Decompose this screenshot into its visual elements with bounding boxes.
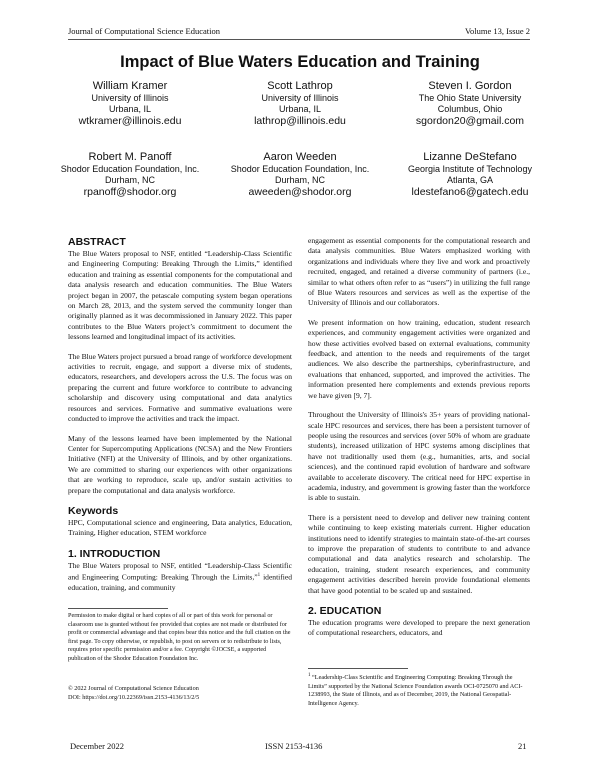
author-email: sgordon20@gmail.com xyxy=(415,115,525,127)
header-rule xyxy=(68,39,530,40)
author-email: wtkramer@illinois.edu xyxy=(78,115,182,127)
author-email: ldestefano6@gatech.edu xyxy=(411,186,529,198)
keywords-heading: Keywords xyxy=(68,504,119,517)
volume-issue: Volume 13, Issue 2 xyxy=(464,26,530,36)
footer-issn: ISSN 2153-4136 xyxy=(265,741,323,751)
doi: DOI: https://doi.org/10.22369/issn.2153-4136/13/2/5 xyxy=(68,694,200,701)
author-affiliation: Shodor Education Foundation, Inc. xyxy=(60,164,200,174)
author-email: lathrop@illinois.edu xyxy=(254,115,346,127)
author-block xyxy=(380,80,560,128)
author-name: William Kramer xyxy=(92,80,168,92)
keywords-text: HPC, Computational science and engineering, Data analytics, Education, Training, Higher education, STEM workforce xyxy=(68,517,292,538)
author-name: Robert M. Panoff xyxy=(88,151,172,163)
abstract-paragraph: The Blue Waters project pursued a broad range of workforce development activities to recruit, engage, and support a diverse mix of students, educators, researchers, and developers across the U.S. The focus was on preparing the current and future workforce to contribute to advancing scholarship and discovery using computational and data analytics resources and services. Formative and summative evaluations were conducted to improve the activities and track the impact. xyxy=(68,351,292,424)
intro-text: The Blue Waters proposal to NSF, entitled “Leadership-Class Scientific and Engineering Computing: Breaking Through the Limits,” xyxy=(68,560,292,582)
footnote-number: 1 xyxy=(308,673,311,678)
footnote xyxy=(308,672,530,708)
author-block xyxy=(380,151,560,199)
author-affiliation: University of Illinois xyxy=(91,93,169,103)
author-affiliation: Georgia Institute of Technology xyxy=(408,164,532,174)
footer-date: December 2022 xyxy=(70,741,125,751)
author-city: Columbus, Ohio xyxy=(437,104,503,114)
author-city: Urbana, IL xyxy=(108,104,152,114)
author-city: Urbana, IL xyxy=(278,104,322,114)
footnote-text: “Leadership-Class Scientific and Engineering Computing: Breaking Through the Limits” supported by the National Science Foundation awards OCI-0725070 and ACI-1238993, the State of Illinois, and as of December, 2019, the National Geospatial-Intelligence Agency. xyxy=(308,674,523,707)
author-affiliation: The Ohio State University xyxy=(418,93,522,103)
author-affiliation: University of Illinois xyxy=(261,93,339,103)
author-block xyxy=(210,151,390,199)
journal-name: Journal of Computational Science Education xyxy=(68,26,221,36)
left-column xyxy=(68,236,292,602)
body-paragraph: Throughout the University of Illinois's 35+ years of providing national-scale HPC resources and services, there has been a persistent turnover of people using the resources and services (over 50% of whom are graduate students), increased utilization of HPC systems among disciplines that have not traditionally used them (e.g., humanities, arts, and social sciences), and the continued rapid evolution of hardware and software available to accelerate discovery. The critical need for HPC expertise in academia, industry, and government is growing faster than the workforce is able to sustain. xyxy=(308,410,530,503)
page-number: 21 xyxy=(518,741,527,751)
education-heading: 2. EDUCATION xyxy=(308,605,382,617)
body-paragraph: There is a persistent need to develop and deliver new training content while continuing to keep existing materials current. Higher education institutions need to identify strategies to maintain state-of-the-art courses to improve the preparation of students to contribute to and advance computational and data analytics research and scholarship. The education, training, student research experiences, and community engagement activities described herein provide foundational elements that have good potential to be scaled up and sustained. xyxy=(308,512,530,595)
author-city: Durham, NC xyxy=(274,175,325,185)
author-name: Steven I. Gordon xyxy=(428,80,512,92)
author-name: Aaron Weeden xyxy=(263,151,337,163)
footnote-rule xyxy=(308,668,408,669)
author-email: aweeden@shodor.org xyxy=(248,186,352,198)
introduction-paragraph xyxy=(68,561,292,594)
author-block xyxy=(40,151,220,199)
author-name: Scott Lathrop xyxy=(267,80,333,92)
author-email: rpanoff@shodor.org xyxy=(83,186,177,198)
author-city: Atlanta, GA xyxy=(446,175,494,185)
author-name: Lizanne DeStefano xyxy=(423,151,517,163)
permission-rule xyxy=(68,608,168,609)
introduction-heading: 1. INTRODUCTION xyxy=(68,547,161,560)
author-block xyxy=(210,80,390,128)
running-header xyxy=(68,26,530,36)
author-affiliation: Shodor Education Foundation, Inc. xyxy=(230,164,370,174)
abstract-paragraph: The Blue Waters proposal to NSF, entitled “Leadership-Class Scientific and Engineering Computing: Breaking Through the Limits,” identified education and training as essential components for the computational and data analysis research and education communities. The Blue Waters project began in 2007, the petascale computing system began operations on March 28, 2013, and the system served the community longer than originally planned as it was decommissioned in January 2022. This paper contributes to the Blue Waters project’s commitment to document the lessons learned and longitudinal impact of its activities. xyxy=(68,249,292,342)
author-block xyxy=(40,80,220,128)
abstract-heading: ABSTRACT xyxy=(68,236,126,248)
body-paragraph: We present information on how training, education, student research experiences, and community engagement activities were organized and how these activities evolved based on external evaluations, community feedback, and attention to the needs and requirements of the target audiences. We also describe the partnerships, cyberinfrastructure, and evaluations that enhanced, supported, and improved the activities. The information presented here complements and extends previous reports we have given [9, 7]. xyxy=(308,317,530,400)
footnote-marker: 1 xyxy=(257,573,261,579)
paper-title: Impact of Blue Waters Education and Training xyxy=(120,53,480,71)
journal-copyright: © 2022 Journal of Computational Science Education xyxy=(68,685,199,692)
intro-text-continued: identified education, training, and community xyxy=(68,572,293,593)
body-paragraph: engagement as essential components for the computational research and data analysis communities. Blue Waters emphasized working with organizations and individuals where they live and work and proactively recruited, engaged, and retained a diverse community of partners (i.e., similar to what others often refer to as “users”) in utilizing the full range of Blue Waters resources and services as well as the expertise of the University of Illinois and our collaborators. xyxy=(308,236,530,308)
right-column xyxy=(308,236,530,648)
abstract-paragraph: Many of the lessons learned have been implemented by the National Center for Supercomputing Applications (NCSA) and the New Frontiers Initiative (NFI) at the University of Illinois, and by other organizations. We are committed to sharing our experiences with other organizations that are working to reproduce, scale up, and/or sustain activities to prepare the computational and data analysis workforce. xyxy=(68,433,292,495)
permission-notice: Permission to make digital or hard copies of all or part of this work for personal or classroom use is granted without fee provided that copies are not made or distributed for profit or commercial advantage and that copies bear this notice and the full citation on the first page. To copy otherwise, or republish, to post on servers or to redistribute to lists, requires prior specific permission and/or a fee. Copyright ©JOCSE, a supported publication of the Shodor Education Foundation Inc. xyxy=(68,612,291,662)
author-city: Durham, NC xyxy=(104,175,155,185)
education-paragraph: The education programs were developed to prepare the next generation of computational researchers, educators, and xyxy=(308,618,530,638)
